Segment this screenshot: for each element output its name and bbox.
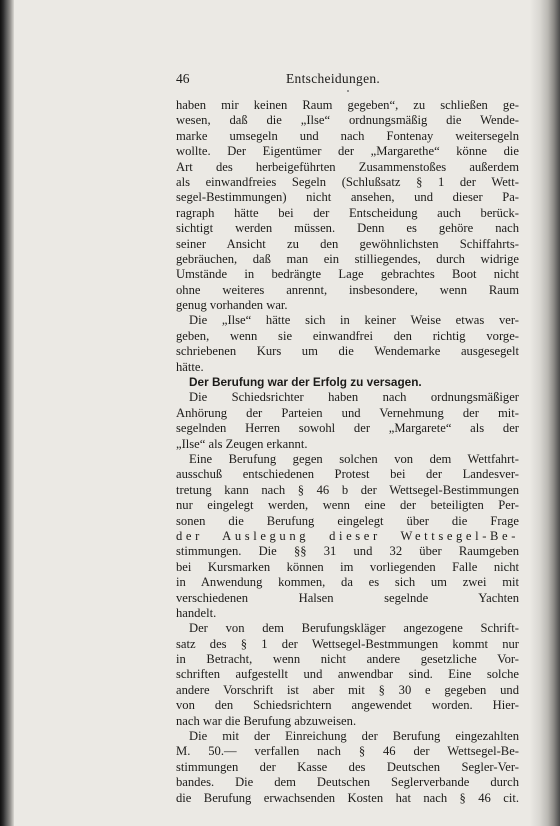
text-line: haben mir keinen Raum gegeben“, zu schließen ge- xyxy=(176,98,519,112)
text-line: Die mit der Einreichung der Berufung eingezahlten xyxy=(189,729,519,744)
text-line: die Berufung erwachsenden Kosten hat nach § 46 cit. xyxy=(176,790,519,805)
text-line: schriebenen Kurs um die Wendemarke ausgesegelt xyxy=(176,344,519,359)
text-line: Die „Ilse“ hätte sich in keiner Weise etwas ver- xyxy=(189,313,519,328)
text-line: ragraph hätte bei der Entscheidung auch berück- xyxy=(176,205,519,220)
text-line: von den Schiedsrichtern angewendet worden. Hier- xyxy=(176,698,519,713)
text-line: Anhörung der Parteien und Vernehmung der mit- xyxy=(176,405,519,420)
text-line: Umstände in bedrängte Lage gebrachtes Boot nicht xyxy=(176,267,519,282)
text-line: wollte. Der Eigentümer der „Margarethe“ könne die xyxy=(176,144,519,159)
text-line: Die Schiedsrichter haben nach ordnungsmäßiger xyxy=(189,390,519,405)
page-edge-shadow xyxy=(530,0,560,826)
text-line: bei Kursmarken können im vorliegenden Falle nicht xyxy=(176,559,519,574)
text-line: schriften aufgestellt und anwendbar sind. Eine solche xyxy=(176,667,519,682)
text-line: M. 50.— verfallen nach § 46 der Wettsegel-Be- xyxy=(176,744,519,759)
text-line: nach war die Berufung abzuweisen. xyxy=(176,713,357,728)
text-line: segelnden Herren sowohl der „Margarete“ als der xyxy=(176,421,519,436)
text-line: geben, wenn sie einwandfrei den richtig vorge- xyxy=(176,328,519,343)
text-line: seiner Ansicht zu den gewöhnlichsten Schiffahrts- xyxy=(176,236,519,251)
text-line: als einwandfreies Segeln (Schlußsatz § 1 der Wett- xyxy=(176,174,519,189)
text-line: in Betracht, wenn nicht andere gesetzliche Vor- xyxy=(176,652,519,667)
text-line: „Ilse“ als Zeugen erkannt. xyxy=(176,436,308,451)
text-line: Eine Berufung gegen solchen von dem Wettfahrt- xyxy=(189,451,519,466)
text-line: der Auslegung dieser Wettsegel-Be- xyxy=(176,528,519,543)
text-line: stimmungen der Kasse des Deutschen Segler-Ver- xyxy=(176,759,519,774)
text-line: wesen, daß die „Ilse“ ordnungsmäßig die Wende- xyxy=(176,113,519,128)
text-line: ohne weiteres anrennt, insbesondere, wenn Raum xyxy=(176,282,519,297)
text-line: gebräuchen, daß man ein stilliegendes, durch widrige xyxy=(176,251,519,266)
running-title: Entscheidungen. xyxy=(286,71,381,86)
text-line: satz des § 1 der Wettsegel-Bestmmungen kommt nur xyxy=(176,636,519,651)
text-line: bandes. Die dem Deutschen Seglerverbande durch xyxy=(176,775,519,790)
text-line: stimmungen. Die §§ 31 und 32 über Raumgeben xyxy=(176,544,519,559)
print-speck xyxy=(347,90,349,92)
section-heading: Der Berufung war der Erfolg zu versagen. xyxy=(189,375,422,390)
text-line: verschiedenen Halsen segelnde Yachten xyxy=(176,590,519,605)
page-header xyxy=(176,71,519,89)
text-line: marke umsegeln und nach Fontenay weitersegeln xyxy=(176,128,519,143)
text-line: hätte. xyxy=(176,359,204,374)
text-line: Der von dem Berufungskläger angezogene Schrift- xyxy=(189,621,519,636)
text-line: in Anwendung kommen, da es sich um zwei mit xyxy=(176,575,519,590)
text-line: handelt. xyxy=(176,605,217,620)
text-line: sichtigt werden müssen. Denn es gehöre nach xyxy=(176,221,519,236)
text-line: tretung kann nach § 46 b der Wettsegel-Bestimmungen xyxy=(176,482,519,497)
text-line: andere Vorschrift ist aber mit § 30 e gegeben und xyxy=(176,682,519,697)
body-text xyxy=(176,98,519,806)
text-line: segel-Bestimmungen) nicht ansehen, und dieser Pa- xyxy=(176,190,519,205)
text-line: Art des herbeigeführten Zusammenstoßes außerdem xyxy=(176,159,519,174)
book-binding-shadow xyxy=(0,0,14,826)
text-line: sonen die Berufung eingelegt über die Frage xyxy=(176,513,519,528)
page-number: 46 xyxy=(176,71,190,86)
text-line: nur eingelegt werden, wenn eine der beteiligten Per- xyxy=(176,498,519,513)
text-line: ausschuß entschiedenen Protest bei der Landesver- xyxy=(176,467,519,482)
text-line: genug vorhanden war. xyxy=(176,298,288,313)
